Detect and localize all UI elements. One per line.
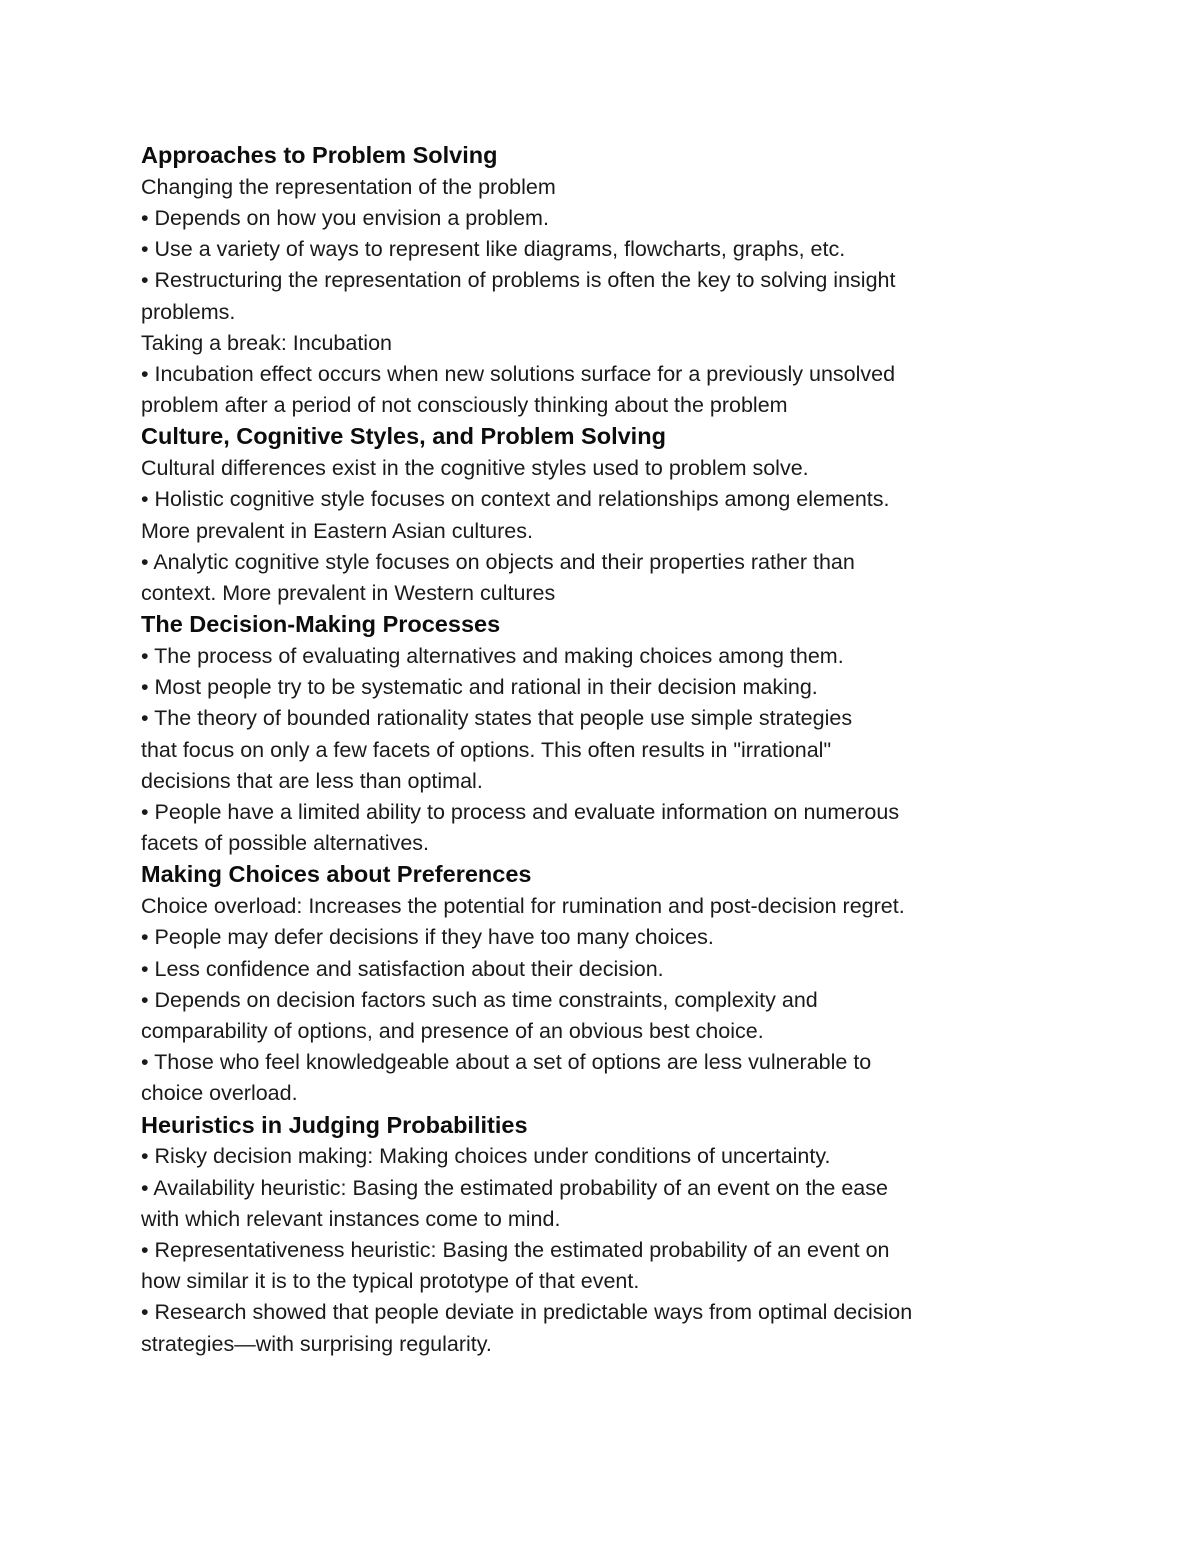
body-line: how similar it is to the typical prototype of that event. [141,1269,640,1294]
bullet-line: • Research showed that people deviate in predictable ways from optimal decision [141,1300,913,1325]
bullet-line: • Holistic cognitive style focuses on context and relationships among elements. [141,487,890,512]
bullet-line: • Representativeness heuristic: Basing the estimated probability of an event on [141,1238,890,1263]
bullet-line: • People have a limited ability to process and evaluate information on numerous [141,800,900,825]
bullet-line: • Use a variety of ways to represent like diagrams, flowcharts, graphs, etc. [141,237,846,262]
body-line: More prevalent in Eastern Asian cultures. [141,518,533,543]
body-line: that focus on only a few facets of options. This often results in "irrational" [141,737,832,762]
body-line: with which relevant instances come to mind. [141,1206,561,1231]
body-line: facets of possible alternatives. [141,831,430,856]
bullet-line: • Depends on decision factors such as time constraints, complexity and [141,987,818,1012]
body-line: Changing the representation of the problem [141,174,556,199]
section-heading: The Decision-Making Processes [141,611,501,638]
body-line: decisions that are less than optimal. [141,768,483,793]
bullet-line: • The theory of bounded rationality states that people use simple strategies [141,706,853,731]
bullet-line: • Most people try to be systematic and rational in their decision making. [141,675,818,700]
body-line: Choice overload: Increases the potential for rumination and post-decision regret. [141,894,905,919]
body-line: Taking a break: Incubation [141,330,392,355]
body-line: problems. [141,299,236,324]
bullet-line: • Incubation effect occurs when new solutions surface for a previously unsolved [141,362,896,387]
body-line: context. More prevalent in Western cultures [141,581,556,606]
bullet-line: • The process of evaluating alternatives and making choices among them. [141,644,844,669]
bullet-line: • People may defer decisions if they have too many choices. [141,925,714,950]
body-line: problem after a period of not consciously thinking about the problem [141,393,788,418]
bullet-line: • Availability heuristic: Basing the estimated probability of an event on the ease [141,1175,888,1200]
bullet-line: • Restructuring the representation of problems is often the key to solving insight [141,268,896,293]
bullet-line: • Risky decision making: Making choices under conditions of uncertainty. [141,1144,831,1169]
body-line: comparability of options, and presence of an obvious best choice. [141,1019,764,1044]
body-line: Cultural differences exist in the cognitive styles used to problem solve. [141,456,809,481]
body-line: strategies—with surprising regularity. [141,1331,492,1356]
bullet-line: • Those who feel knowledgeable about a set of options are less vulnerable to [141,1050,872,1075]
bullet-line: • Less confidence and satisfaction about their decision. [141,956,664,981]
bullet-line: • Analytic cognitive style focuses on objects and their properties rather than [141,549,855,574]
section-heading: Making Choices about Preferences [141,861,532,888]
section-heading: Heuristics in Judging Probabilities [141,1111,528,1138]
document-body [141,140,1021,1360]
body-line: choice overload. [141,1081,298,1106]
section-heading: Culture, Cognitive Styles, and Problem Solving [141,423,666,450]
bullet-line: • Depends on how you envision a problem. [141,206,549,230]
section-heading: Approaches to Problem Solving [141,142,498,168]
